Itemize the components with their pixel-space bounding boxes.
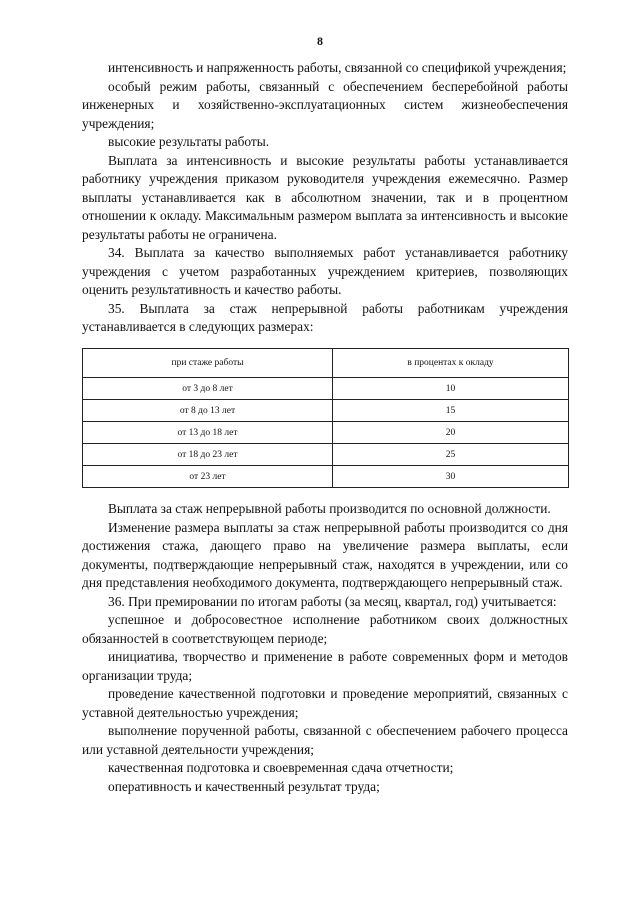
paragraph: Изменение размера выплаты за стаж непрерывной работы производится со дня достижения стажа, дающего право на увеличение размера выплаты, если документы, подтверждающие непрерывный стаж, находятся в учреждении, или со дня представления необходимого документа, подтверждающего непрерывный стаж. [82, 519, 568, 590]
paragraph: Выплата за интенсивность и высокие результаты работы устанавливается работнику учреждения приказом руководителя учреждения ежемесячно. Размер выплаты устанавливается как в абсолютном значении, так и в процентном отношении к окладу. Максимальным размером выплата за интенсивность и высокие результаты работы не ограничена. [82, 152, 568, 242]
paragraph: Выплата за стаж непрерывной работы производится по основной должности. [108, 501, 551, 516]
paragraph: успешное и добросовестное исполнение работником своих должностных обязанностей в соответствующем периоде; [82, 612, 568, 646]
paragraph: 34. Выплата за качество выполняемых работ устанавливается работнику учреждения с учетом разработанных учреждением критериев, позволяющих оценить результативность и качество работы. [82, 245, 568, 297]
table-cell: 30 [333, 466, 569, 488]
text-block-bottom [82, 500, 568, 796]
table-cell: от 3 до 8 лет [83, 378, 333, 400]
table-row [83, 400, 569, 422]
paragraph: 36. При премировании по итогам работы (за месяц, квартал, год) учитывается: [108, 593, 557, 609]
paragraph: проведение качественной подготовки и проведение мероприятий, связанных с уставной деятельностью учреждения; [82, 686, 568, 720]
paragraph: интенсивность и напряженность работы, связанной со спецификой учреждения; [108, 60, 567, 75]
seniority-table [82, 348, 569, 488]
table-header-cell: в процентах к окладу [333, 349, 569, 378]
table-header-cell: при стаже работы [83, 349, 333, 378]
paragraph: оперативность и качественный результат труда; [108, 778, 380, 794]
table-row [83, 378, 569, 400]
paragraph: 35. Выплата за стаж непрерывной работы работникам учреждения устанавливается в следующих размерах: [82, 300, 568, 334]
table-row [83, 444, 569, 466]
paragraph: выполнение порученной работы, связанной с обеспечением рабочего процесса или уставной деятельности учреждения; [82, 723, 568, 757]
page-number: 8 [317, 34, 323, 48]
table-cell: 10 [333, 378, 569, 400]
table-header-row [83, 349, 569, 378]
table-cell: 25 [333, 444, 569, 466]
table-row [83, 466, 569, 488]
table-cell: от 18 до 23 лет [83, 444, 333, 466]
table-cell: от 8 до 13 лет [83, 400, 333, 422]
paragraph: инициатива, творчество и применение в работе современных форм и методов организации труда; [82, 649, 568, 683]
table-cell: от 13 до 18 лет [83, 422, 333, 444]
paragraph: качественная подготовка и своевременная сдача отчетности; [108, 760, 454, 775]
text-block-top [82, 59, 568, 337]
table-cell: 15 [333, 400, 569, 422]
table-cell: 20 [333, 422, 569, 444]
paragraph: особый режим работы, связанный с обеспечением бесперебойной работы инженерных и хозяйственно-эксплуатационных систем жизнеобеспечения учреждения; [82, 78, 568, 131]
paragraph: высокие результаты работы. [108, 134, 270, 149]
table-cell: от 23 лет [83, 466, 333, 488]
table-row [83, 422, 569, 444]
